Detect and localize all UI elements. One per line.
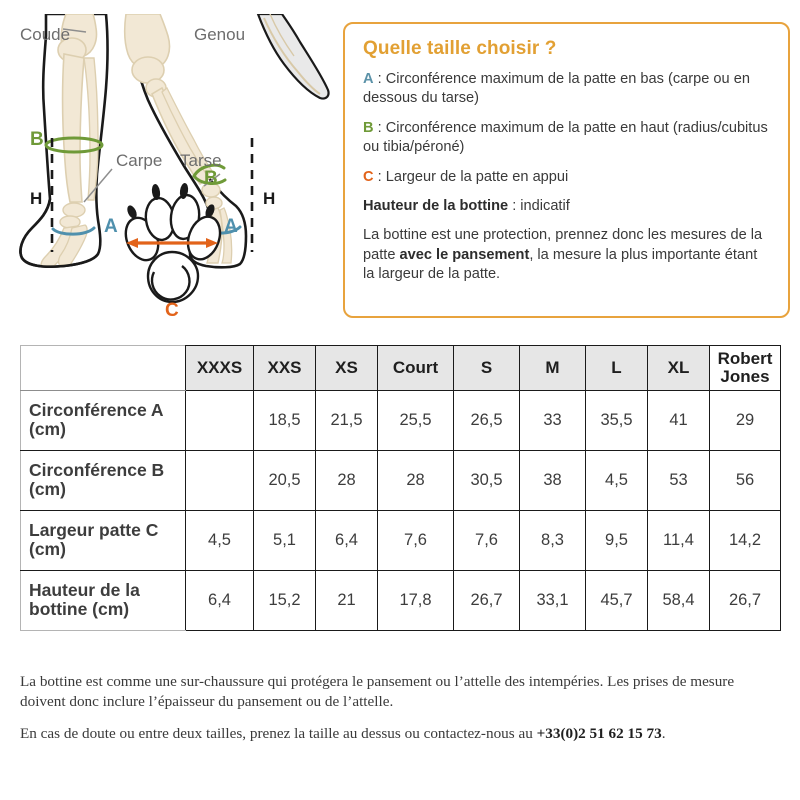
label-coude: Coude [20,25,71,44]
cell-h-m: 33,1 [520,570,586,630]
cell-a-robert-jones: 29 [710,390,781,450]
cell-c-m: 8,3 [520,510,586,570]
label-genou: Genou [194,25,246,44]
info-paragraph [363,226,770,284]
cell-b-s: 30,5 [454,450,520,510]
label-a-left: A [104,216,118,237]
footer-paragraph-2-part2: . [661,725,666,743]
label-b-left: B [30,129,44,150]
label-a-right: A [224,216,238,237]
footer-paragraph-2 [20,724,782,744]
row-label-line1: Circonférence A [29,399,164,420]
cell-a-xl: 41 [648,390,710,450]
cell-c-court: 7,6 [378,510,454,570]
cell-h-court: 17,8 [378,570,454,630]
info-text-a: : Circonférence maximum de la patte en bas (carpe ou en dessous du tarse) [363,71,750,107]
cell-a-xxs: 18,5 [254,390,316,450]
cell-h-robert-jones: 26,7 [710,570,781,630]
info-item-a [363,70,770,109]
cell-c-s: 7,6 [454,510,520,570]
row-label-line1: Circonférence B [29,459,165,480]
table-header-row [21,346,781,391]
label-h-left: H [30,189,43,208]
info-item-height [363,197,770,216]
row-label-largeur-patte-c [21,510,186,570]
info-paragraph-part2: , la mesure la plus importante étant la largeur de la patte. [363,246,758,283]
cell-a-l: 35,5 [586,390,648,450]
column-header-robert-jones: Robert Jones [710,346,781,391]
label-tarse: Tarse [180,151,222,170]
row-label-line2: (cm) [29,419,66,440]
table-row [21,390,781,450]
info-box-title: Quelle taille choisir ? [363,38,557,59]
cell-b-l: 4,5 [586,450,648,510]
info-item-b [363,119,770,158]
info-text-b: : Circonférence maximum de la patte en haut (radius/cubitus ou tibia/péroné) [363,119,768,156]
cell-h-xs: 21 [316,570,378,630]
info-key-b: B [363,119,374,136]
label-c: C [165,300,179,319]
table-row [21,510,781,570]
info-item-c [363,168,770,187]
cell-b-court: 28 [378,450,454,510]
table-row [21,570,781,630]
cell-a-s: 26,5 [454,390,520,450]
info-text-c: : Largeur de la patte en appui [373,168,569,185]
cell-h-xxxs: 6,4 [186,570,254,630]
info-key-a: A [363,71,374,87]
column-header-xs: XS [316,346,378,391]
size-chart-table [20,345,781,631]
info-height-label: Hauteur de la bottine [363,198,509,215]
label-h-right: H [263,189,276,208]
cell-c-robert-jones: 14,2 [710,510,781,570]
column-header-xl: XL [648,346,710,391]
cell-b-xxs: 20,5 [254,450,316,510]
column-header-court: Court [378,346,454,391]
cell-b-xs: 28 [316,450,378,510]
cell-c-xxs: 5,1 [254,510,316,570]
contact-phone-number: +33(0)2 51 62 15 73 [536,725,662,743]
top-section [0,0,800,332]
row-label-hauteur-bottine [21,570,186,630]
cell-h-xl: 58,4 [648,570,710,630]
cell-b-xl: 53 [648,450,710,510]
column-header-xxs: XXS [254,346,316,391]
cell-b-xxxs [186,450,254,510]
info-height-value: : indicatif [508,198,570,215]
footer-paragraph-1: La bottine est comme une sur-chaussure qui protégera le pansement ou l’attelle des intempéries. Les prises de mesure doivent donc inclure l’épaisseur du pansement ou de l’attelle. [20,673,735,711]
table-row [21,450,781,510]
cell-a-court: 25,5 [378,390,454,450]
cell-c-xl: 11,4 [648,510,710,570]
column-header-l: L [586,346,648,391]
footer-paragraph-2-part1: En cas de doute ou entre deux tailles, prenez la taille au dessus ou contactez-nous au [20,725,537,743]
table-corner-cell [21,346,186,391]
row-label-line2: bottine (cm) [29,599,130,620]
label-carpe: Carpe [116,151,163,170]
cell-b-robert-jones: 56 [710,450,781,510]
cell-h-l: 45,7 [586,570,648,630]
dog-leg-measurement-diagram [8,14,338,319]
cell-a-xxxs [186,390,254,450]
label-b-right: B [204,168,218,189]
row-label-line1: Hauteur de la [29,579,140,600]
info-paragraph-part1: La bottine est une protection, prennez donc les mesures de la patte [363,227,763,263]
cell-a-xs: 21,5 [316,390,378,450]
cell-a-m: 33 [520,390,586,450]
info-key-c: C [363,168,374,185]
cell-c-xxxs: 4,5 [186,510,254,570]
cell-b-m: 38 [520,450,586,510]
row-label-circonference-a [21,390,186,450]
cell-c-l: 9,5 [586,510,648,570]
size-help-box [343,22,790,318]
cell-h-s: 26,7 [454,570,520,630]
footer-notes [20,672,782,756]
column-header-xxxs: XXXS [186,346,254,391]
cell-h-xxs: 15,2 [254,570,316,630]
cell-c-xs: 6,4 [316,510,378,570]
row-label-line2: (cm) [29,539,66,560]
info-paragraph-bold: avec le pansement [399,246,530,263]
row-label-line1: Largeur patte C [29,519,159,540]
column-header-m: M [520,346,586,391]
row-label-circonference-b [21,450,186,510]
row-label-line2: (cm) [29,479,66,500]
column-header-s: S [454,346,520,391]
